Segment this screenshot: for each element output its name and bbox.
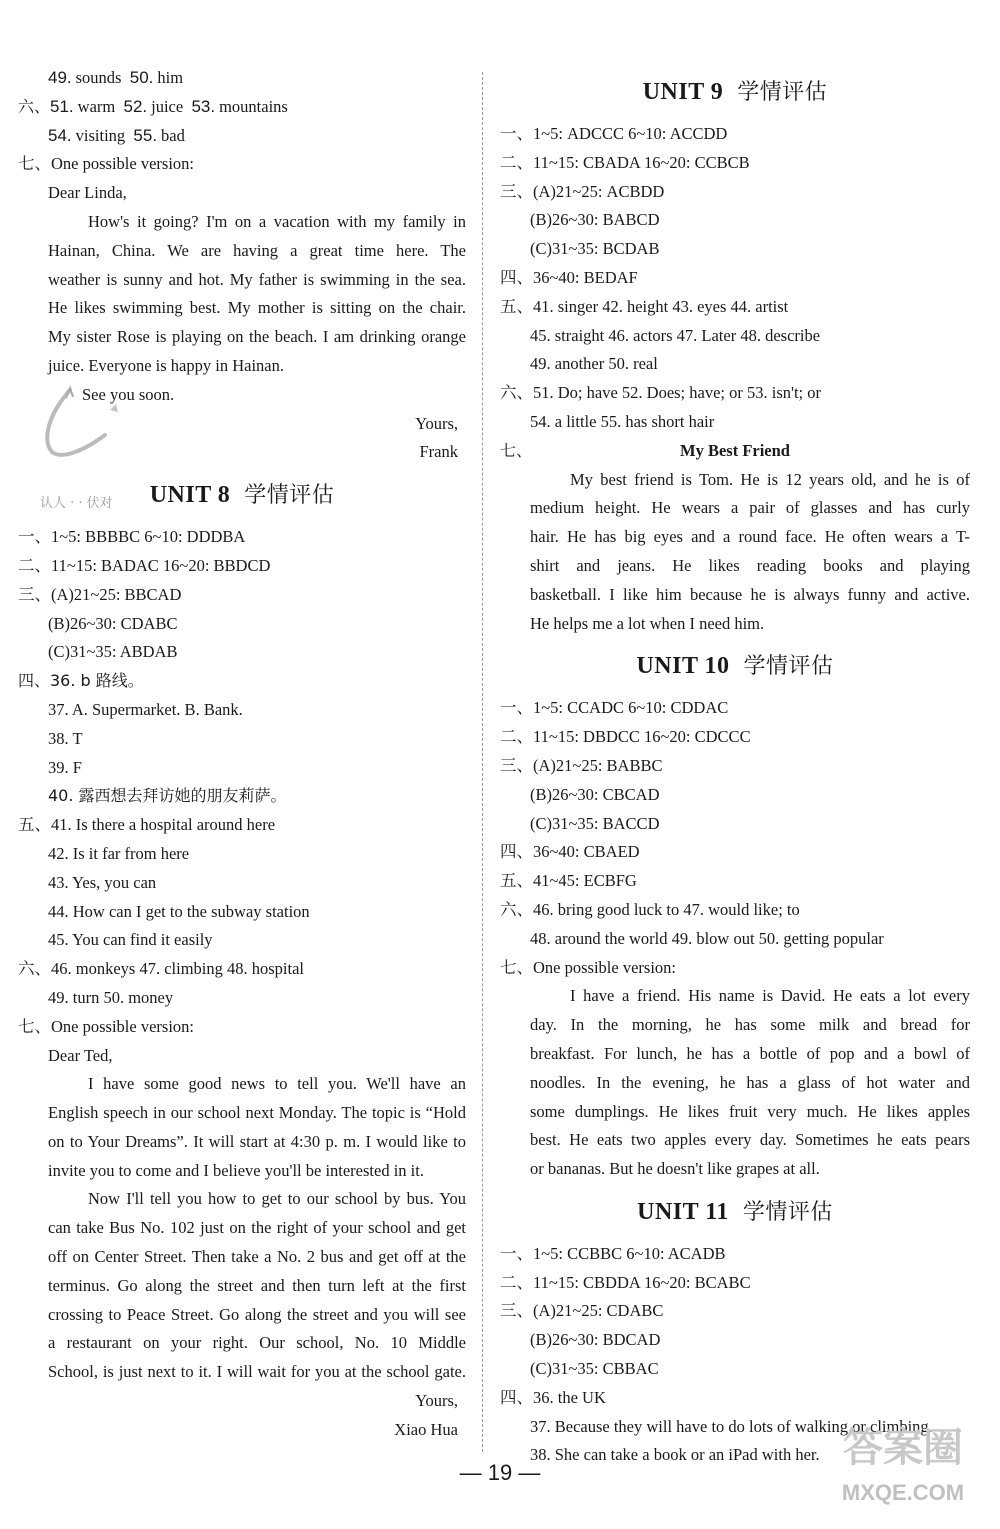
answer-line — [18, 64, 466, 93]
unit-title-en: UNIT 10 — [636, 653, 730, 680]
unit-title-cn: 学情评估 — [244, 483, 335, 509]
essay-line: Hainan, China. We are having a great time here. The — [48, 240, 466, 260]
essay-line: weather is sunny and hot. My father is swimming in the sea. — [48, 269, 466, 289]
essay-line: English speech in our school next Monday. The topic is “Hold — [48, 1103, 466, 1123]
essay-header: 七、One possible version: — [18, 1016, 194, 1036]
answer-line — [18, 122, 466, 151]
answer-line: 一、1~5: ADCCC 6~10: ACCDD — [500, 124, 728, 143]
essay-line: shirt and jeans. He likes reading books and playing — [530, 555, 970, 575]
unit-title-en: UNIT 9 — [642, 79, 724, 105]
answer-line: 48. around the world 49. blow out 50. getting popular — [530, 928, 884, 948]
unit-10-title — [500, 638, 970, 694]
section-prefix: 六、 — [18, 96, 51, 116]
answer-line: 二、11~15: CBADA 16~20: CCBCB — [500, 152, 750, 172]
answer-text: visiting — [75, 125, 126, 145]
column-divider — [482, 72, 483, 1452]
unit-title-cn: 学情评估 — [742, 1199, 833, 1225]
answer-line: 二、11~15: BADAC 16~20: BBDCD — [18, 555, 271, 575]
essay-line: I have some good news to tell you. We'll have an — [88, 1074, 466, 1094]
answer-line: 一、1~5: BBBBC 6~10: DDDBA — [18, 527, 246, 547]
answer-line: 四、36. b 路线。 — [18, 671, 144, 691]
unit-title-cn: 学情评估 — [743, 654, 834, 680]
essay-line: He likes swimming best. My mother is sitting on the chair. — [48, 298, 466, 318]
essay-line: terminus. Go along the street and then turn left at the first — [48, 1275, 466, 1295]
answer-line: (C)31~35: CBBAC — [530, 1359, 659, 1379]
answer-line: 43. Yes, you can — [48, 872, 157, 892]
answer-line: 四、36~40: CBAED — [500, 842, 640, 862]
answer-line: 37. A. Supermarket. B. Bank. — [48, 699, 243, 719]
answer-line: 39. F — [48, 757, 82, 777]
essay-line: some dumplings. He likes fruit very much. He likes apples — [530, 1101, 970, 1121]
watermark-logo — [808, 1418, 998, 1528]
essay-line: on to Your Dreams”. It will start at 4:30 p. m. I would like to — [48, 1131, 466, 1151]
essay-line: hair. He has big eyes and a round face. He often wears a T- — [530, 527, 970, 547]
essay-greeting: Dear Ted, — [48, 1045, 113, 1065]
answer-line — [18, 93, 466, 122]
page-number: — 19 — — [459, 1460, 541, 1485]
answer-line: 42. Is it far from here — [48, 843, 190, 863]
essay-line: School, is just next to it. I will wait for you at the school gate. — [48, 1362, 466, 1382]
essay-line: juice. Everyone is happy in Hainan. — [48, 355, 284, 375]
answer-line: 六、51. Do; have 52. Does; have; or 53. isn't; or — [500, 383, 822, 403]
essay-greeting: Dear Linda, — [48, 183, 127, 203]
answer-line: 四、36. the UK — [500, 1387, 606, 1407]
answer-line: 二、11~15: DBDCC 16~20: CDCCC — [500, 727, 751, 747]
essay-line: He helps me a lot when I need him. — [530, 613, 765, 633]
answer-line: 49. another 50. real — [530, 354, 658, 374]
unit-9-title — [500, 64, 970, 120]
answer-line: (C)31~35: ABDAB — [48, 642, 178, 662]
unit-title-en: UNIT 8 — [149, 482, 231, 509]
answer-text: him — [157, 68, 184, 87]
answer-line: 二、11~15: CBDDA 16~20: BCABC — [500, 1272, 751, 1292]
essay-line: medium height. He wears a pair of glasses and has curly — [530, 498, 970, 518]
answer-text: warm — [77, 96, 116, 116]
answer-line: 六、46. bring good luck to 47. would like; to — [500, 899, 800, 919]
essay-header: 七、One possible version: — [500, 957, 676, 977]
essay-line: I have a friend. His name is David. He eats a lot every — [570, 986, 970, 1006]
essay-signoff: Yours, — [415, 1391, 458, 1411]
essay-line: off on Center Street. Then take a No. 2 bus and get off at the — [48, 1247, 466, 1267]
question-number: 55. — [133, 125, 158, 145]
question-number: 49. — [48, 68, 72, 87]
answer-line: 六、46. monkeys 47. climbing 48. hospital — [18, 959, 304, 979]
answer-text: sounds — [75, 68, 122, 87]
page-number-value: 19 — [487, 1460, 513, 1485]
answer-line: 三、(A)21~25: BABBC — [500, 755, 663, 775]
unit-title-en: UNIT 11 — [637, 1198, 729, 1225]
essay-line: invite you to come and I believe you'll be interested in it. — [48, 1160, 424, 1180]
answer-line: 五、41. Is there a hospital around here — [18, 815, 276, 835]
essay-line: or bananas. But he doesn't like grapes at all. — [530, 1159, 820, 1179]
section-prefix: 七、 — [500, 440, 533, 460]
answer-line: (B)26~30: BABCD — [530, 210, 660, 230]
answer-line: (B)26~30: CBCAD — [530, 784, 660, 804]
essay-line: My sister Rose is playing on the beach. I am drinking orange — [48, 327, 466, 347]
answer-line: 40. 露西想去拜访她的朋友莉萨。 — [48, 786, 287, 806]
answer-line: 44. How can I get to the subway station — [48, 901, 310, 921]
answer-line: 45. straight 46. actors 47. Later 48. describe — [530, 325, 821, 345]
essay-line: a restaurant on your right. Our school, No. 10 Middle — [48, 1333, 466, 1353]
left-column — [18, 64, 466, 1445]
watermark-cn: 答案圈 — [843, 1425, 963, 1471]
answer-line: (B)26~30: CDABC — [48, 613, 178, 633]
answer-text: juice — [151, 96, 184, 116]
essay-title-line — [500, 437, 970, 466]
essay-title: My Best Friend — [680, 440, 790, 460]
smudged-text: 认人 · · 伏对 — [40, 496, 113, 511]
watermark-url: MXQE.COM — [841, 1480, 965, 1505]
answer-line: 38. She can take a book or an iPad with her. — [530, 1445, 820, 1465]
answer-line: 三、(A)21~25: CDABC — [500, 1301, 664, 1321]
question-number: 50. — [129, 68, 154, 87]
essay-line: breakfast. For lunch, he has a bottle of pop and a bowl of — [530, 1043, 970, 1063]
essay-line: Now I'll tell you how to get to our school by bus. You — [88, 1189, 466, 1209]
essay-signature: Xiao Hua — [394, 1419, 458, 1439]
answer-line: 45. You can find it easily — [48, 930, 213, 950]
answer-line: (C)31~35: BCDAB — [530, 239, 660, 259]
right-column — [500, 64, 970, 1470]
essay-header: 七、One possible version: — [18, 154, 194, 174]
answer-line: 37. Because they will have to do lots of walking or climbing. — [530, 1416, 933, 1436]
essay-line: basketball. I like him because he is always funny and active. — [530, 584, 970, 604]
answer-text: mountains — [219, 96, 288, 116]
answer-line: 三、(A)21~25: BBCAD — [18, 584, 182, 604]
unit-title-cn: 学情评估 — [737, 80, 828, 105]
question-number: 51. — [50, 96, 74, 116]
answer-line: 49. turn 50. money — [48, 987, 174, 1007]
question-number: 54. — [48, 125, 72, 145]
answer-line: (C)31~35: BACCD — [530, 813, 660, 833]
answer-line: 54. a little 55. has short hair — [530, 411, 715, 431]
answer-line: 38. T — [48, 728, 83, 748]
answer-line: 五、41. singer 42. height 43. eyes 44. artist — [500, 296, 789, 316]
answer-text: bad — [161, 125, 185, 145]
essay-line: best. He eats two apples every day. Sometimes he eats pears — [530, 1130, 970, 1150]
essay-line: My best friend is Tom. He is 12 years old, and he is of — [570, 469, 970, 489]
essay-line: crossing to Peace Street. Go along the street and you will see — [48, 1304, 466, 1324]
unit-11-title — [500, 1184, 970, 1240]
answer-line: 一、1~5: CCADC 6~10: CDDAC — [500, 698, 729, 718]
essay-closing: See you soon. — [82, 384, 175, 404]
essay-signature: Frank — [419, 442, 458, 462]
swoosh-mark-icon — [40, 380, 130, 460]
answer-line: 五、41~45: ECBFG — [500, 871, 637, 891]
answer-line: (B)26~30: BDCAD — [530, 1330, 661, 1350]
answer-line: 三、(A)21~25: ACBDD — [500, 181, 665, 201]
essay-line: can take Bus No. 102 just on the right of your school and get — [48, 1218, 466, 1238]
essay-signoff: Yours, — [415, 413, 458, 433]
essay-line: How's it going? I'm on a vacation with my family in — [88, 211, 466, 231]
question-number: 53. — [191, 96, 216, 116]
answer-line: 一、1~5: CCBBC 6~10: ACADB — [500, 1243, 726, 1263]
answer-line: 四、36~40: BEDAF — [500, 267, 638, 287]
question-number: 52. — [123, 96, 148, 116]
essay-line: day. In the morning, he has some milk and bread for — [530, 1015, 970, 1035]
essay-line: noodles. In the evening, he has a glass of hot water and — [530, 1072, 970, 1092]
